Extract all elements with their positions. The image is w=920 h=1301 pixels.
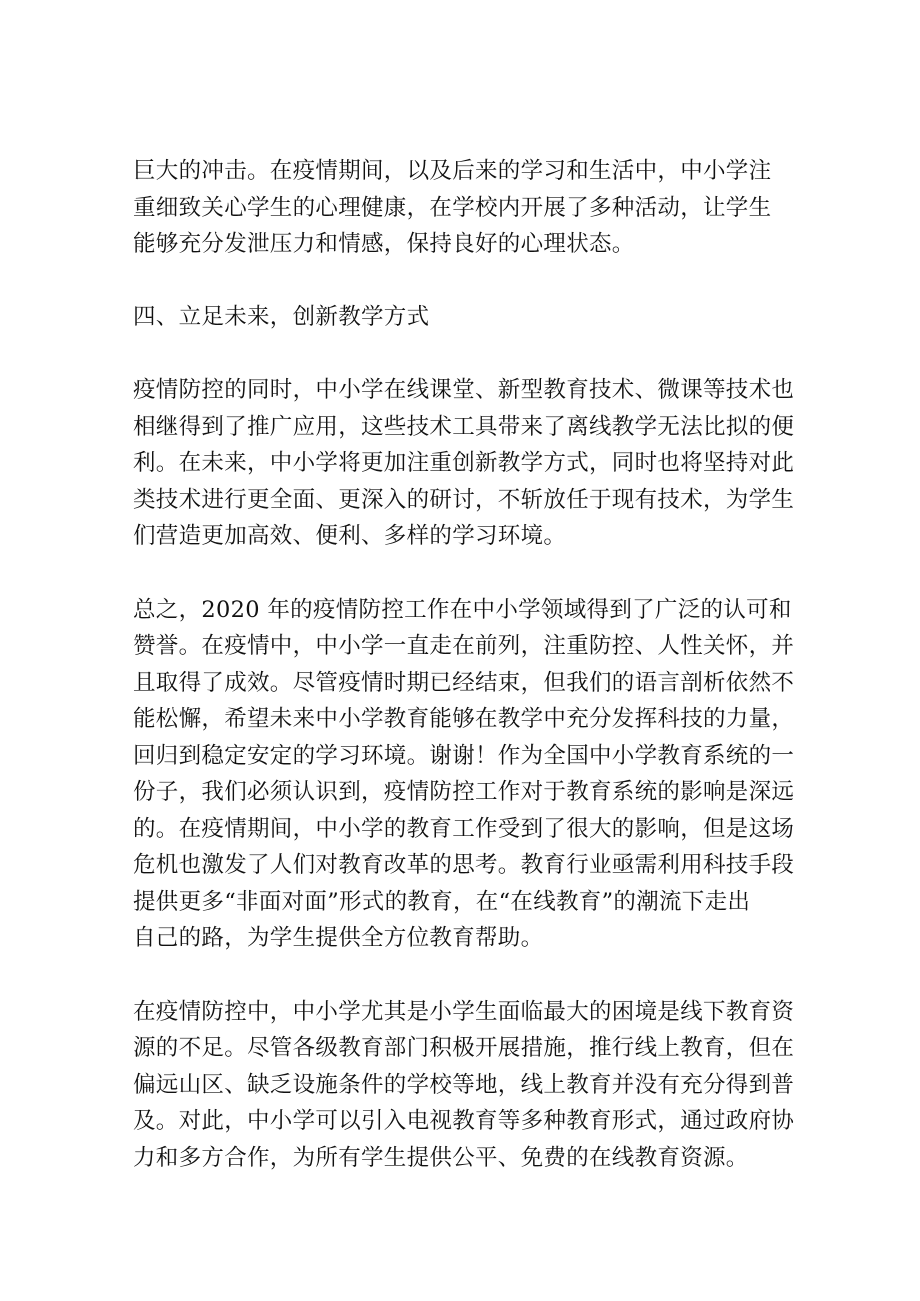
text-line: 力和多方合作，为所有学生提供公平、免费的在线教育资源。 — [133, 1144, 749, 1171]
text-line: 偏远山区、缺乏设施条件的学校等地，线上教育并没有充分得到普 — [133, 1071, 795, 1098]
text-line: 重细致关心学生的心理健康，在学校内开展了多种活动，让学生 — [133, 194, 772, 221]
text-line: 相继得到了推广应用，这些技术工具带来了离线教学无法比拟的便 — [133, 413, 795, 440]
text-line: 疫情防控的同时，中小学在线课堂、新型教育技术、微课等技术也 — [133, 377, 795, 403]
text-line: 份子，我们必须认识到，疫情防控工作对于教育系统的影响是深远 — [133, 779, 795, 805]
text-line: 危机也激发了人们对教育改革的思考。教育行业亟需利用科技手段 — [133, 852, 795, 878]
paragraph-conclusion — [133, 592, 808, 957]
text-line: 且取得了成效。尽管疫情时期已经结束，但我们的语言剖析依然不 — [133, 669, 795, 696]
text-line: 及。对此，中小学可以引入电视教育等多种教育形式，通过政府协 — [133, 1108, 795, 1134]
paragraph-spacer — [133, 555, 808, 592]
text-line: 总之，2020 年的疫情防控工作在中小学领域得到了广泛的认可和 — [133, 596, 792, 623]
paragraph-psychological-care — [133, 153, 808, 263]
paragraph-spacer — [133, 957, 808, 994]
text-line: 能够充分发泄压力和情感，保持良好的心理状态。 — [133, 231, 635, 257]
paragraph-resource-shortage — [133, 994, 808, 1177]
text-line: 巨大的冲击。在疫情期间，以及后来的学习和生活中，中小学注 — [133, 158, 772, 184]
paragraph-spacer — [133, 263, 808, 299]
paragraph-innovative-teaching — [133, 372, 808, 555]
text-line: 提供更多“非面对面”形式的教育，在“在线教育”的潮流下走出 — [133, 888, 751, 915]
text-line: 能松懈，希望未来中小学教育能够在教学中充分发挥科技的力量， — [133, 706, 795, 732]
text-line: 赞誉。在疫情中，中小学一直走在前列，注重防控、人性关怀，并 — [133, 633, 795, 659]
text-line: 回归到稳定安定的学习环境。谢谢！作为全国中小学教育系统的一 — [133, 742, 795, 769]
text-line: 利。在未来，中小学将更加注重创新教学方式，同时也将坚持对此 — [133, 450, 795, 476]
text-line: 类技术进行更全面、更深入的研讨，不斩放任于现有技术，为学生 — [133, 486, 795, 513]
text-line: 自己的路，为学生提供全方位教育帮助。 — [133, 925, 544, 951]
document-body — [133, 153, 808, 1176]
text-line: 的。在疫情期间，中小学的教育工作受到了很大的影响，但是这场 — [133, 815, 795, 842]
text-line: 源的不足。尽管各级教育部门积极开展措施，推行线上教育，但在 — [133, 1035, 795, 1061]
paragraph-spacer — [133, 335, 808, 372]
section-heading-4: 四、立足未来，创新教学方式 — [133, 303, 430, 330]
text-line: 们营造更加高效、便利、多样的学习环境。 — [133, 523, 567, 549]
text-line: 在疫情防控中，中小学尤其是小学生面临最大的困境是线下教育资 — [133, 998, 795, 1025]
